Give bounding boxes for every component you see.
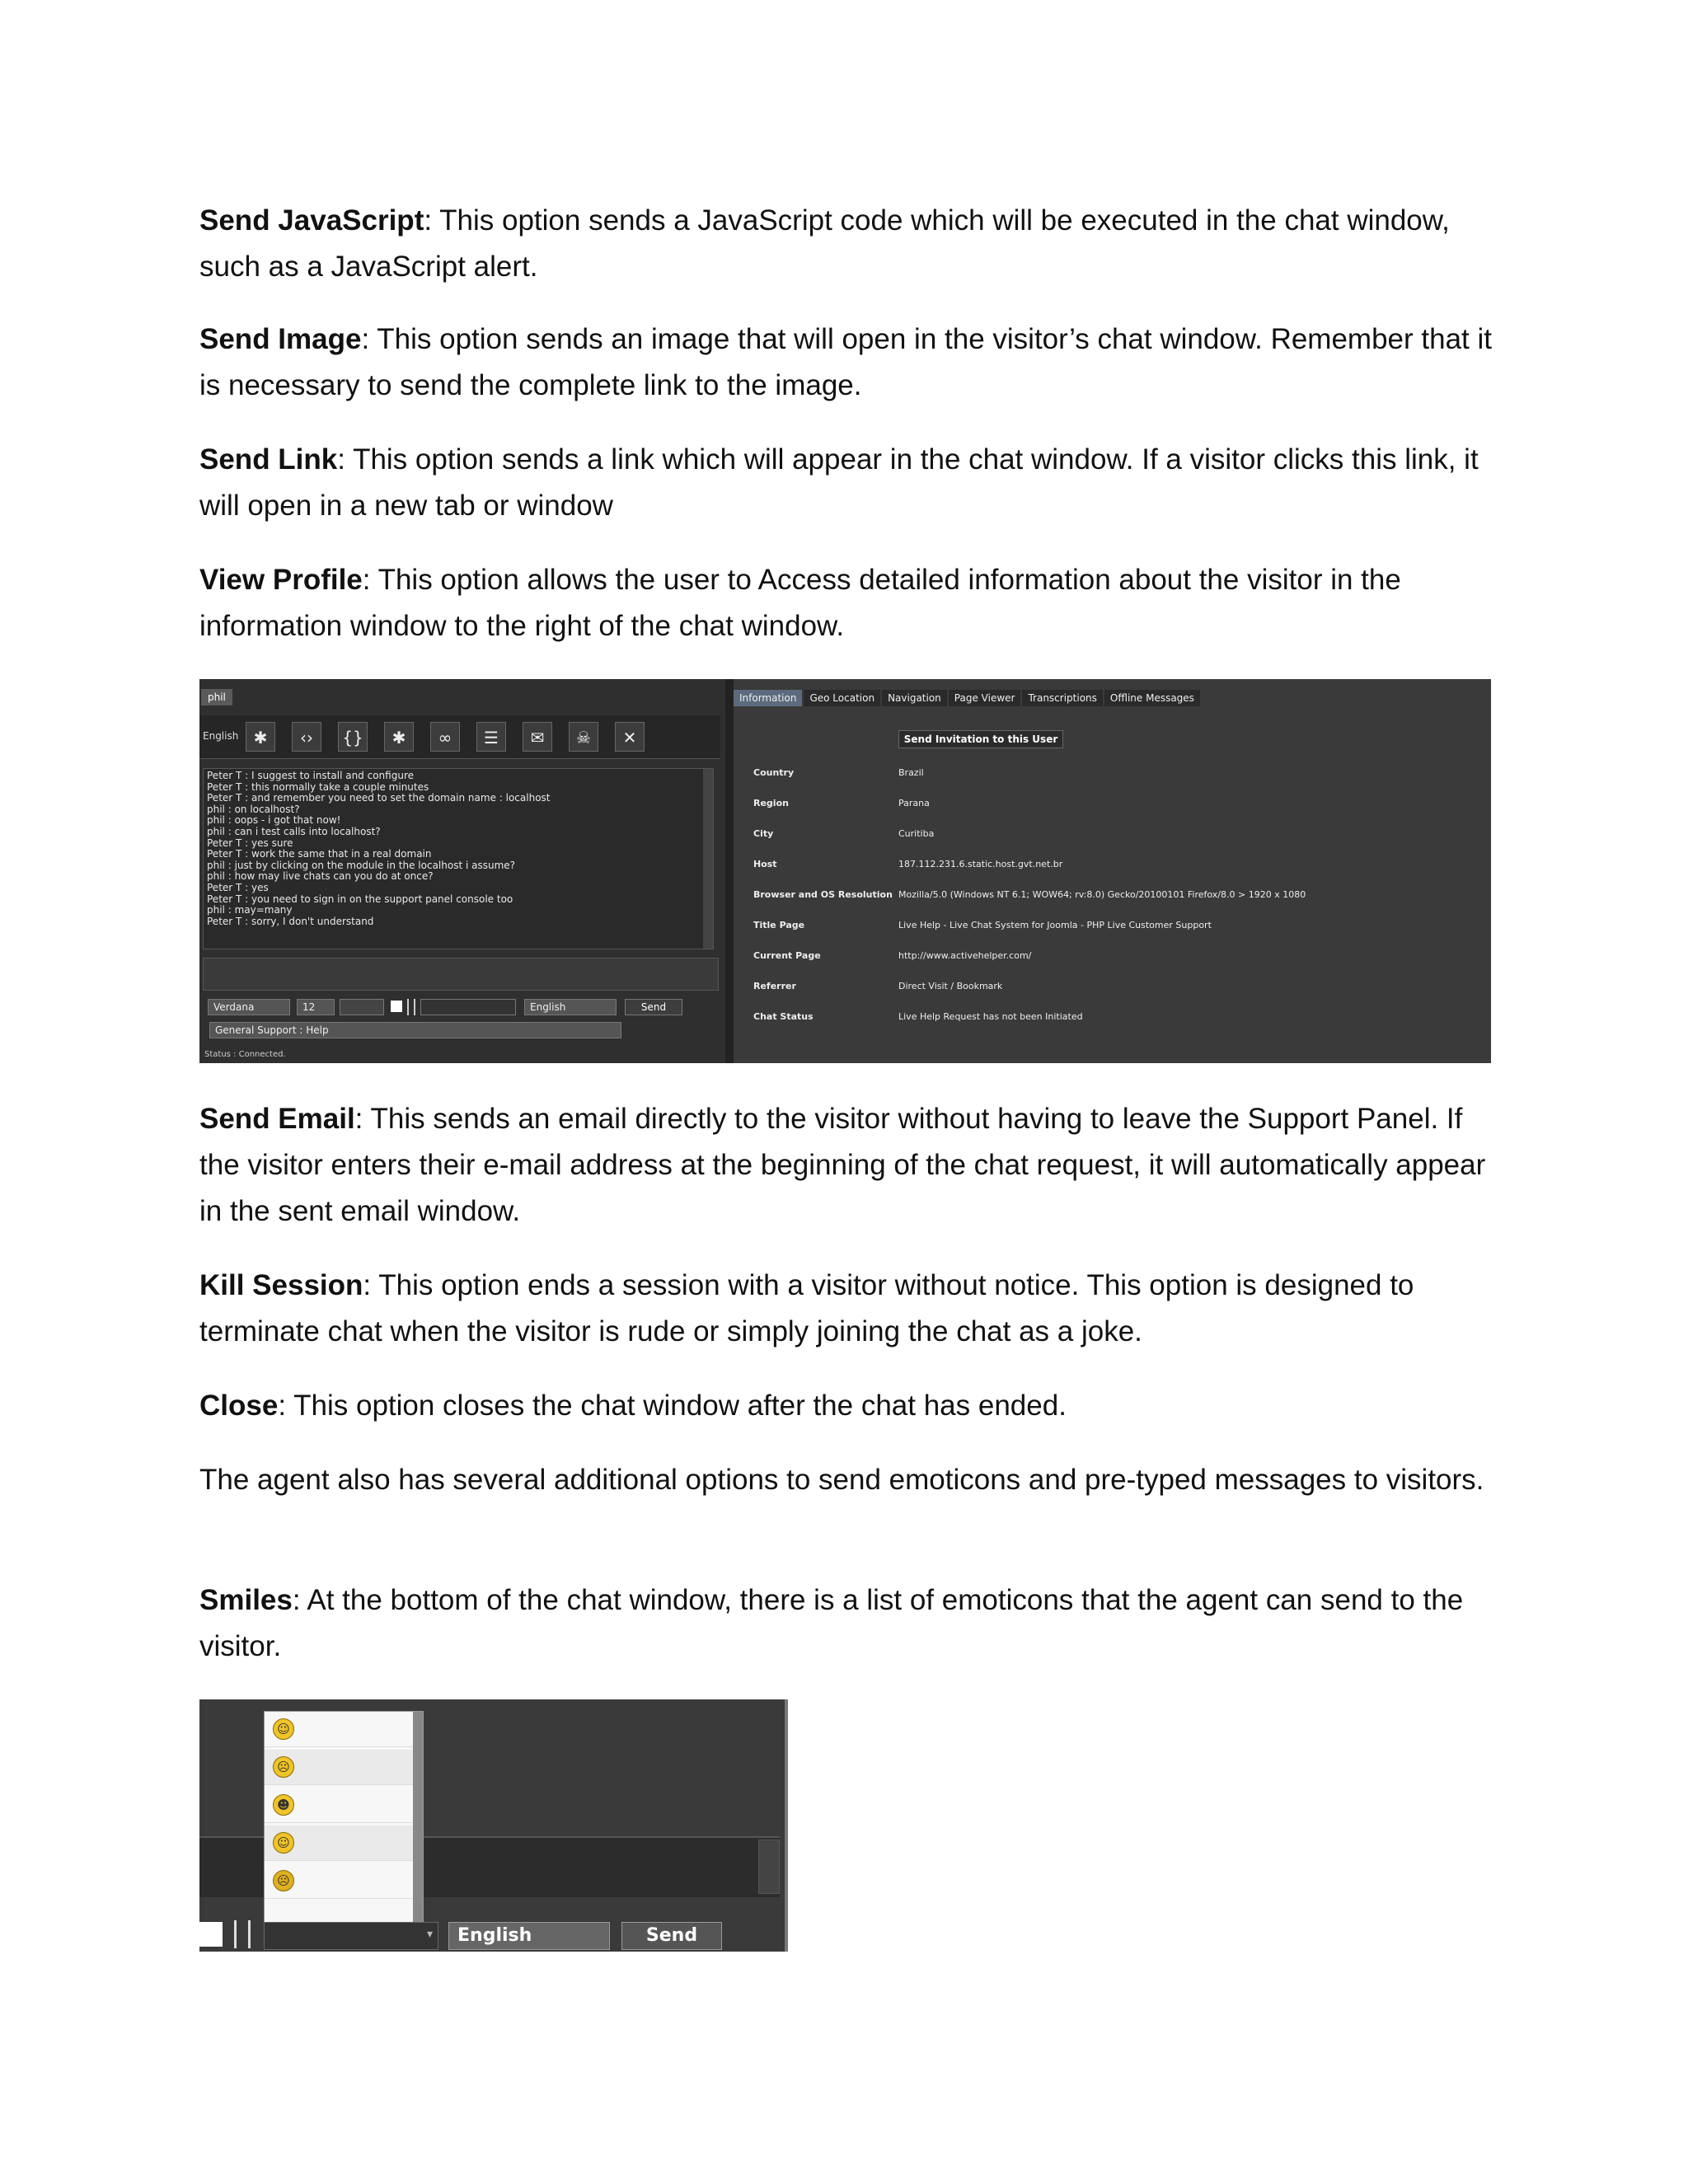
emoticon-option[interactable] [265,1825,413,1861]
term: Kill Session [199,1269,363,1301]
info-row-title-page [753,920,1212,930]
chat-log-scrollbar[interactable] [703,769,713,949]
paragraph-close [199,1383,1502,1429]
description: : This option ends a session with a visitor without notice. This option is designed to terminate chat when the visitor is rude or simply joining the chat as a joke. [199,1269,1414,1347]
chat-window-tab[interactable]: phil [201,689,232,705]
font-size-select[interactable]: 12 [297,999,335,1015]
term: Send Email [199,1103,355,1135]
send-image-icon[interactable]: ✱ [384,722,414,752]
info-row-region [753,798,930,808]
term: Send Image [199,323,362,355]
description: : This option allows the user to Access detailed information about the visitor in the information window to the right of the chat window. [199,564,1401,642]
description: : This option sends a link which will appear in the chat window. If a visitor clicks this link, it will open in a new tab or window [199,443,1479,522]
smile-icon[interactable]: ☺ [273,1718,294,1740]
language-select[interactable]: English [524,999,617,1015]
chat-window [199,679,725,1063]
department-select[interactable]: General Support : Help [209,1022,621,1038]
info-row-browser [753,889,1306,900]
send-invitation-button[interactable]: Send Invitation to this User [898,730,1063,748]
info-value: Live Help - Live Chat System for Joomla - PHP Live Customer Support [898,920,1212,930]
info-value: Live Help Request has not been Initiated [898,1011,1083,1022]
paragraph-send-image [199,316,1502,409]
info-tabs [734,689,1202,705]
chat-line: phil : how may live chats can you do at once? [207,870,434,883]
term: Send Link [199,443,338,476]
info-value: Curitiba [898,828,935,839]
send-javascript-icon[interactable]: ‹› [292,722,321,752]
chat-line: phil : oops - i got that now! [207,814,341,827]
emoticon-option[interactable] [265,1712,413,1747]
chevron-down-icon[interactable]: ▾ [426,1928,433,1941]
info-row-referrer [753,981,1002,991]
chat-line: Peter T : sorry, I don't understand [207,915,374,927]
chat-toolbar [199,715,720,759]
send-button[interactable]: Send [625,999,682,1015]
sad-icon[interactable]: ☹ [273,1756,294,1778]
paragraph-send-javascript [199,198,1502,290]
info-label: Host [753,859,777,869]
grin-icon[interactable]: ☻ [273,1794,294,1816]
tab-navigation[interactable]: Navigation [882,690,947,706]
paragraph-view-profile [199,557,1502,649]
description: : This option sends an image that will open in the visitor’s chat window. Remember that it is necessary to send the complete link to the image. [199,323,1492,401]
tab-geo-location[interactable]: Geo Location [804,690,880,706]
info-label: City [753,828,774,839]
send-code-icon[interactable]: {} [338,722,368,752]
tab-transcriptions[interactable]: Transcriptions [1022,690,1102,706]
info-row-chat-status [753,1011,1083,1022]
separator [234,1920,251,1948]
tab-information[interactable]: Information [734,690,802,706]
paragraph-additional-options [199,1457,1502,1503]
support-panel-screenshot [199,679,1491,1063]
chat-line: Peter T : I suggest to install and configure [207,770,414,781]
term: Close [199,1390,279,1422]
term: Send JavaScript [199,204,424,237]
send-button[interactable]: Send [621,1922,722,1950]
emoticon-option[interactable] [265,1788,413,1823]
paragraph-smiles [199,1577,1502,1670]
info-value: 187.112.231.6.static.host.gvt.net.br [898,859,1063,869]
settings-icon[interactable]: ✱ [246,722,275,752]
chat-line: phil : on localhost? [207,803,300,815]
paragraph-send-link [199,437,1502,529]
color-swatch[interactable] [199,1922,223,1947]
chat-log [203,768,714,949]
close-icon[interactable]: ✕ [615,722,645,752]
description: : This option closes the chat window after the chat has ended. [278,1390,1067,1422]
font-select[interactable]: Verdana [208,999,290,1015]
separator [407,999,415,1015]
send-email-icon[interactable]: ✉ [523,722,552,752]
style-buttons[interactable] [340,999,384,1015]
description: The agent also has several additional options to send emoticons and pre-typed messages to visitors. [199,1464,1484,1496]
description: : This option sends a JavaScript code which will be executed in the chat window, such as a JavaScript alert. [199,204,1450,283]
textarea-scrollbar[interactable] [758,1840,780,1894]
send-link-icon[interactable]: ∞ [430,722,460,752]
emoticon-option[interactable] [265,1863,413,1899]
message-input[interactable] [203,958,719,991]
tab-page-viewer[interactable]: Page Viewer [949,690,1021,706]
info-value: Brazil [898,767,924,778]
info-row-current-page [753,950,1031,961]
info-value: Direct Visit / Bookmark [898,981,1003,991]
emoticon-dropdown [264,1711,424,1925]
info-label: Browser and OS Resolution [753,889,893,900]
term: Smiles [199,1584,293,1616]
chat-line: Peter T : yes [207,881,269,893]
view-profile-icon[interactable]: ☰ [476,722,506,752]
smiles-combo[interactable] [420,999,516,1015]
status-text: Status : Connected. [204,1050,286,1059]
toolbar-language: English [203,730,239,742]
emoticon-option[interactable] [265,1750,413,1785]
info-value: Mozilla/5.0 (Windows NT 6.1; WOW64; rv:8.0) Gecko/20100101 Firefox/8.0 > 1920 x 1080 [898,889,1306,900]
info-row-host [753,859,1062,869]
chat-line: Peter T : this normally take a couple minutes [207,780,429,793]
chat-line: Peter T : work the same that in a real domain [207,848,432,860]
dropdown-scrollbar[interactable] [413,1712,423,1924]
panel-divider[interactable] [725,679,734,1063]
cry-icon[interactable]: ☹ [273,1870,294,1891]
tab-offline-messages[interactable]: Offline Messages [1104,690,1200,706]
info-row-city [753,828,934,839]
chat-line: phil : can i test calls into localhost? [207,825,381,837]
info-label: Chat Status [753,1011,814,1022]
smiles-screenshot [199,1699,788,1952]
kill-session-icon[interactable]: ☠ [569,722,598,752]
info-row-country [753,767,924,778]
info-label: Region [753,798,789,808]
description: : At the bottom of the chat window, there is a list of emoticons that the agent can send to the visitor. [199,1584,1464,1662]
chat-line: Peter T : and remember you need to set the domain name : localhost [207,792,551,804]
info-label: Title Page [753,920,805,930]
chat-line: phil : just by clicking on the module in the localhost i assume? [207,859,516,871]
color-swatch[interactable] [391,1001,402,1012]
info-label: Referrer [753,981,796,991]
description: : This sends an email directly to the visitor without having to leave the Support Panel. If the visitor enters their e-mail address at the beginning of the chat request, it will automatically appear in the sent email window. [199,1103,1486,1227]
language-select[interactable]: English [448,1922,610,1950]
info-label: Current Page [753,950,821,961]
frame-edge [785,1699,788,1952]
smiles-combo[interactable] [264,1922,438,1950]
paragraph-send-email [199,1096,1502,1235]
chat-line: phil : may=many [207,904,293,916]
info-value: Parana [898,798,930,808]
info-value[interactable]: http://www.activehelper.com/ [898,950,1032,961]
chat-line: Peter T : yes sure [207,837,293,849]
term: View Profile [199,564,363,596]
chat-line: Peter T : you need to sign in on the support panel console too [207,893,513,905]
laugh-icon[interactable]: ☺ [273,1832,294,1854]
paragraph-kill-session [199,1263,1502,1355]
info-label: Country [753,767,795,778]
visitor-info-panel [734,679,1491,1063]
